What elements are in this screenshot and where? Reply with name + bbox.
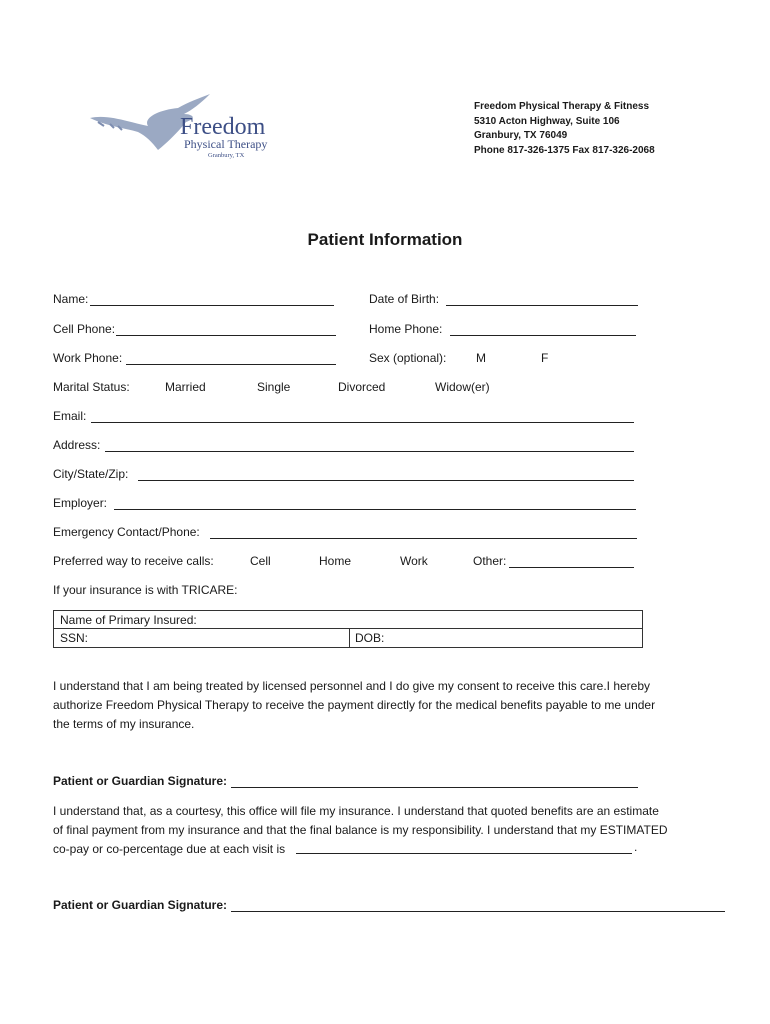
marital-option-single[interactable]: Single	[257, 380, 291, 394]
cell-phone-label: Cell Phone:	[53, 322, 116, 336]
call-option-work[interactable]: Work	[400, 554, 428, 568]
copay-field[interactable]	[296, 853, 632, 854]
cell-phone-field[interactable]	[116, 335, 336, 336]
name-field[interactable]	[90, 305, 334, 306]
dob-label: Date of Birth:	[369, 292, 440, 306]
consent-line: authorize Freedom Physical Therapy to receive the payment directly for the medical benefits payable to me under	[53, 698, 656, 712]
sex-label: Sex (optional):	[369, 351, 447, 365]
city-label: City/State/Zip:	[53, 467, 129, 481]
work-phone-label: Work Phone:	[53, 351, 123, 365]
name-label: Name:	[53, 292, 89, 306]
consent-line: I understand that I am being treated by licensed personnel and I do give my consent to receive this care.I hereby	[53, 679, 651, 693]
call-option-home[interactable]: Home	[319, 554, 352, 568]
emergency-field[interactable]	[210, 538, 637, 539]
employer-field[interactable]	[114, 509, 636, 510]
email-field[interactable]	[91, 422, 634, 423]
courtesy-line: of final payment from my insurance and that the final balance is my responsibility. I understand that my ESTIMATED	[53, 823, 668, 837]
signature-label-2: Patient or Guardian Signature:	[53, 898, 228, 912]
email-label: Email:	[53, 409, 87, 423]
freedom-logo	[88, 92, 288, 164]
other-field[interactable]	[509, 567, 634, 568]
insurance-dob-label[interactable]: DOB:	[355, 631, 385, 645]
consent-line: the terms of my insurance.	[53, 717, 195, 731]
signature-field-2[interactable]	[231, 911, 725, 912]
clinic-address	[474, 100, 655, 158]
address-line: Granbury, TX 76049	[474, 130, 568, 141]
signature-field-1[interactable]	[231, 787, 638, 788]
ssn-label[interactable]: SSN:	[60, 631, 89, 645]
copay-period: .	[634, 840, 638, 854]
employer-label: Employer:	[53, 496, 108, 510]
address-field[interactable]	[105, 451, 634, 452]
sex-option-f[interactable]: F	[541, 351, 549, 365]
marital-option-divorced[interactable]: Divorced	[338, 380, 386, 394]
home-phone-field[interactable]	[450, 335, 636, 336]
logo-word-freedom: Freedom	[180, 114, 266, 140]
courtesy-paragraph	[53, 802, 723, 859]
call-option-other[interactable]: Other:	[473, 554, 507, 568]
insurance-row	[54, 611, 642, 629]
tricare-intro: If your insurance is with TRICARE:	[53, 583, 238, 597]
call-option-cell[interactable]: Cell	[250, 554, 271, 568]
address-line: Freedom Physical Therapy & Fitness	[474, 101, 650, 112]
signature-label-1: Patient or Guardian Signature:	[53, 774, 228, 788]
preferred-calls-label: Preferred way to receive calls:	[53, 554, 214, 568]
address-line: Phone 817-326-1375 Fax 817-326-2068	[474, 144, 655, 156]
marital-option-widow[interactable]: Widow(er)	[435, 380, 490, 394]
consent-paragraph	[53, 677, 723, 734]
dob-field[interactable]	[446, 305, 638, 306]
city-field[interactable]	[138, 480, 634, 481]
logo-word-pt: Physical Therapy	[184, 137, 268, 151]
courtesy-line: co-pay or co-percentage due at each visit is	[53, 842, 286, 856]
address-line: 5310 Acton Highway, Suite 106	[474, 115, 620, 127]
sex-option-m[interactable]: M	[476, 351, 486, 365]
work-phone-field[interactable]	[126, 364, 336, 365]
primary-insured-label[interactable]: Name of Primary Insured:	[60, 613, 197, 627]
page-title: Patient Information	[307, 230, 463, 249]
insurance-table	[53, 610, 643, 648]
address-label: Address:	[53, 438, 101, 452]
home-phone-label: Home Phone:	[369, 322, 443, 336]
emergency-label: Emergency Contact/Phone:	[53, 525, 200, 539]
insurance-divider	[349, 629, 350, 647]
courtesy-line: I understand that, as a courtesy, this office will file my insurance. I understand that quoted benefits are an estimate	[53, 804, 659, 818]
logo-place: Granbury, TX	[208, 152, 245, 159]
marital-option-married[interactable]: Married	[165, 380, 206, 394]
marital-label: Marital Status:	[53, 380, 130, 394]
